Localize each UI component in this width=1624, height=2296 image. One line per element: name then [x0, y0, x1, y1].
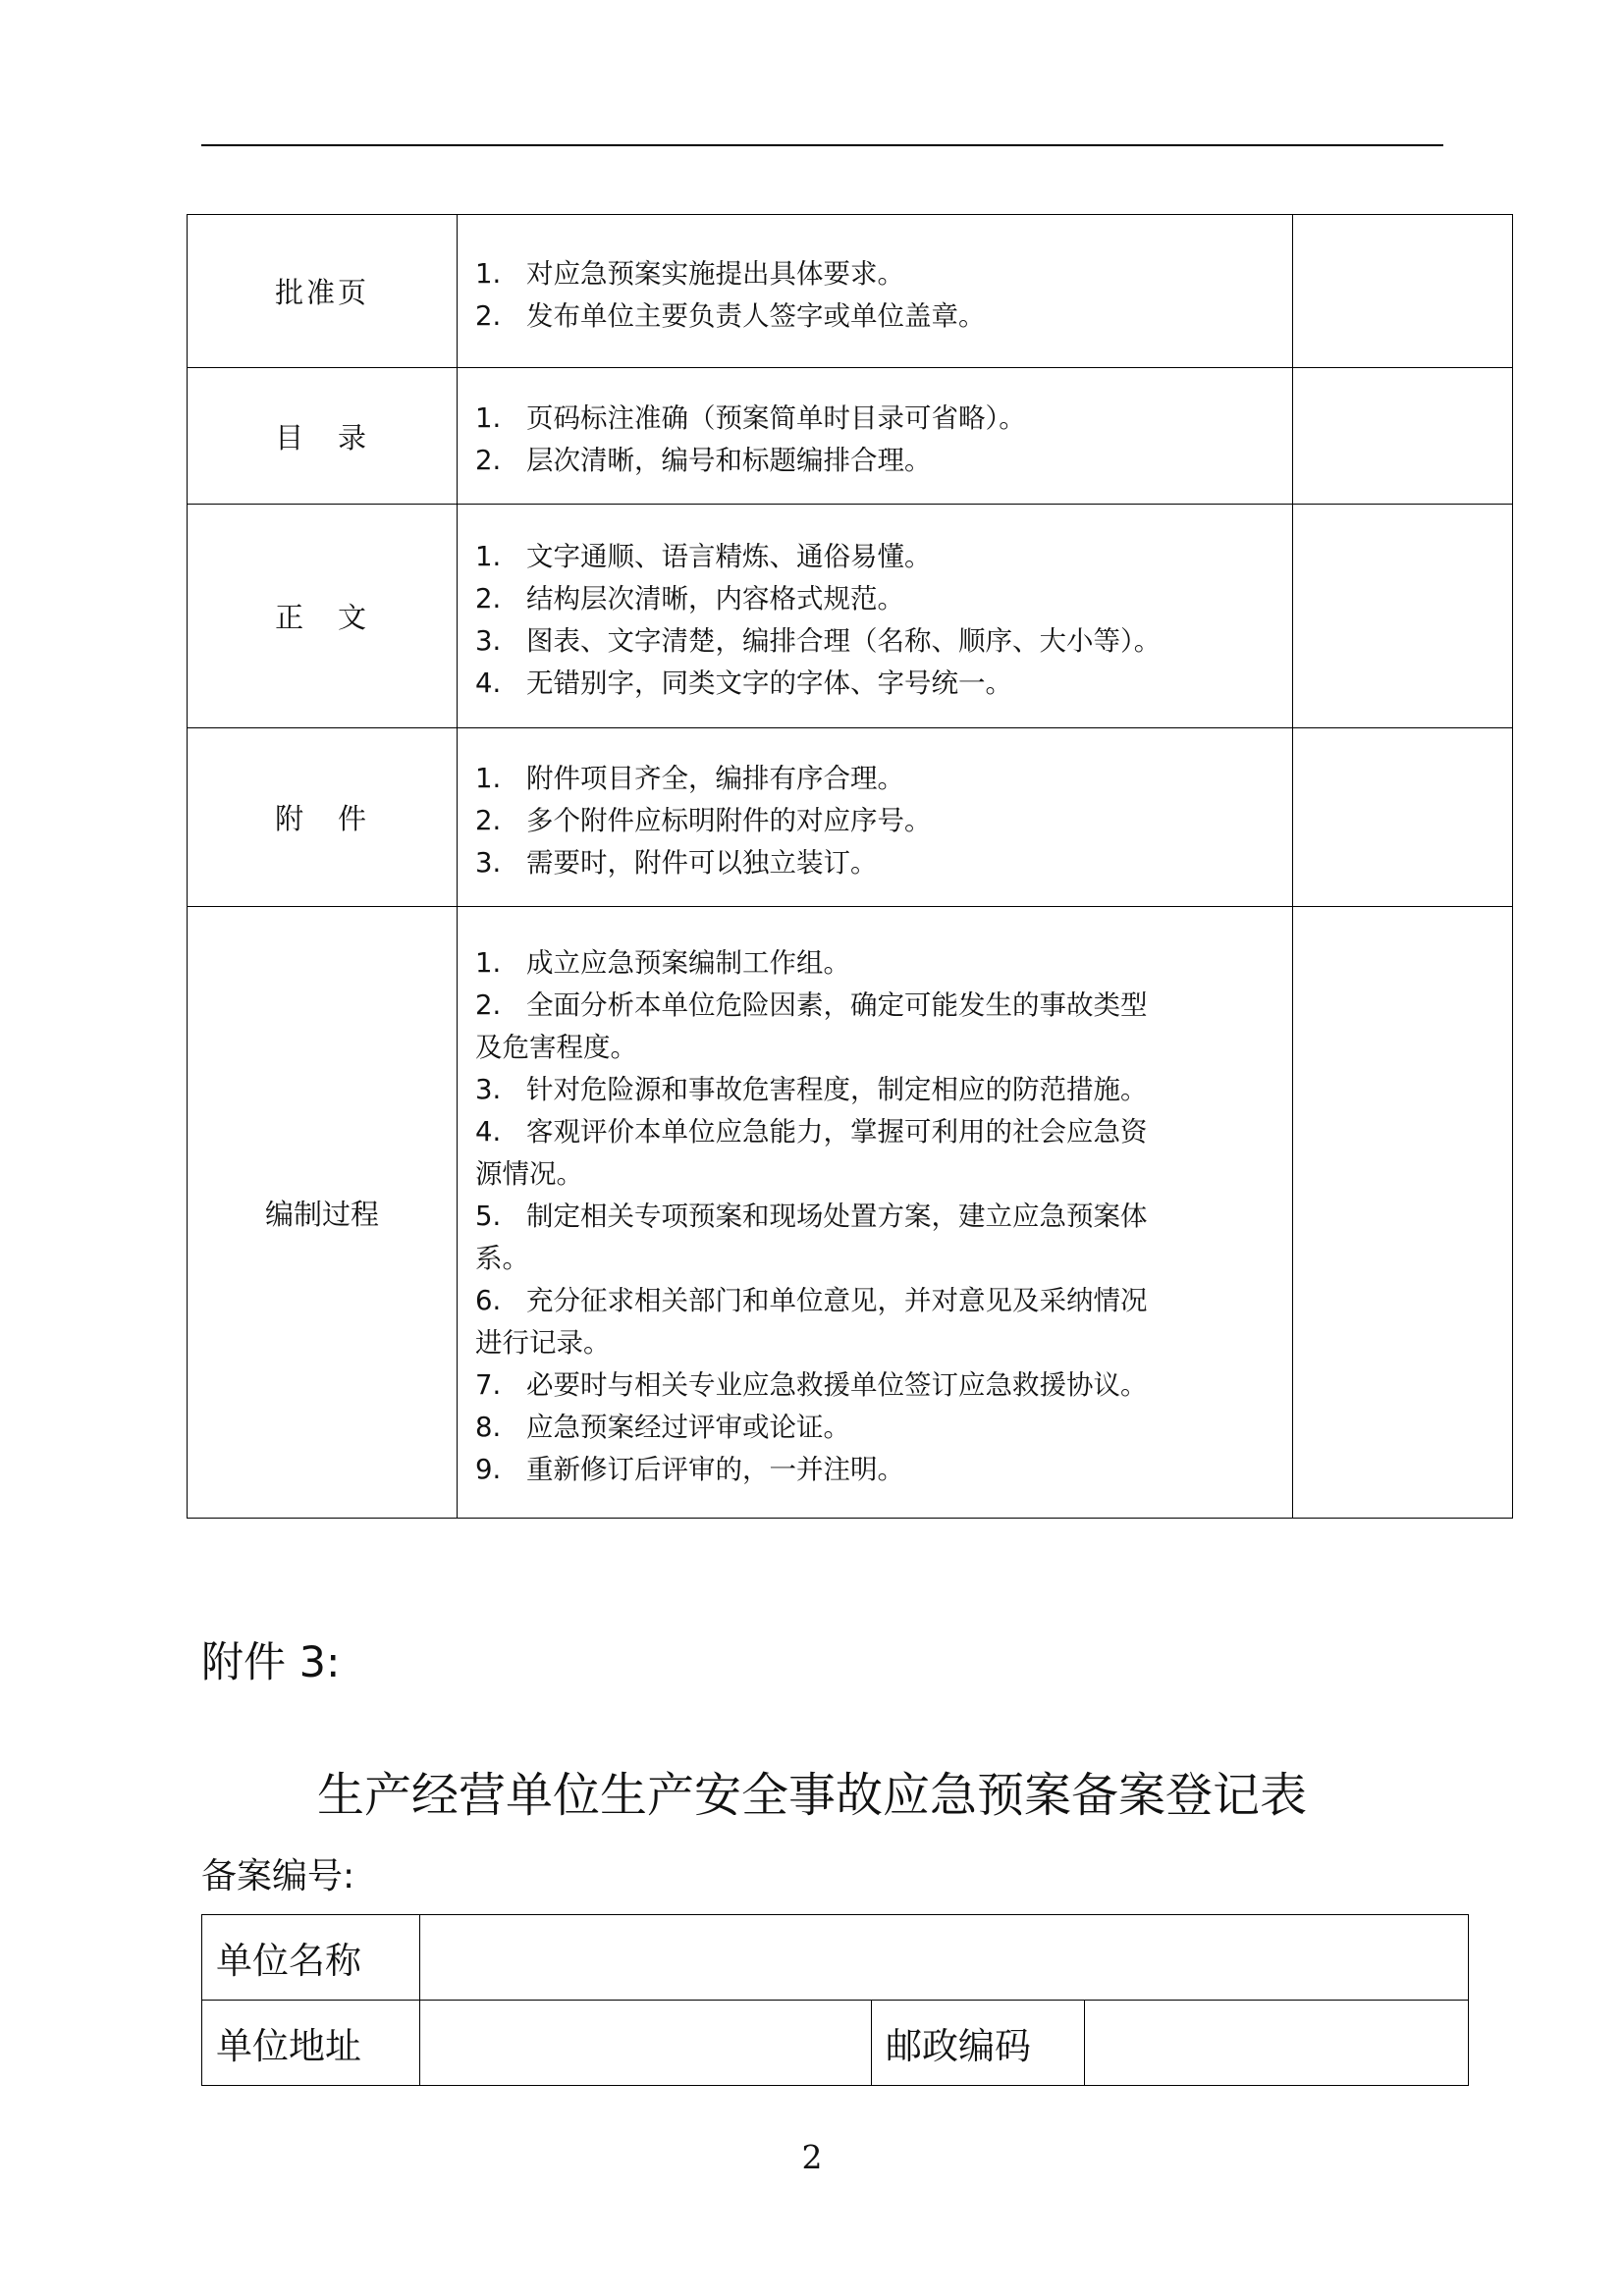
checklist-item-name: 附 件 — [188, 728, 458, 907]
requirement-number: 8. — [475, 1411, 502, 1443]
requirement-number: 4. — [475, 667, 502, 699]
requirement-line — [475, 800, 1278, 842]
requirement-line — [475, 578, 1278, 620]
requirement-line — [475, 842, 1278, 884]
requirement-number: 9. — [475, 1453, 502, 1485]
requirement-text: 需要时，附件可以独立装订。 — [526, 847, 878, 879]
header-rule — [201, 144, 1443, 146]
requirement-number: 6. — [475, 1284, 502, 1316]
requirement-line — [475, 1196, 1278, 1238]
requirement-number: 5. — [475, 1200, 502, 1232]
requirement-text: 必要时与相关专业应急救援单位签订应急救援协议。 — [526, 1368, 1148, 1401]
requirement-line — [475, 1364, 1278, 1407]
registration-table — [201, 1914, 1469, 2086]
requirement-number: 1. — [475, 257, 502, 290]
checklist-result-cell[interactable] — [1293, 907, 1513, 1519]
checklist-item-name: 编制过程 — [188, 907, 458, 1519]
requirement-line — [475, 536, 1278, 578]
requirement-line — [475, 1153, 1278, 1196]
unit-name-field[interactable] — [420, 1915, 1469, 2001]
requirement-text: 源情况。 — [475, 1157, 583, 1190]
checklist-result-cell[interactable] — [1293, 505, 1513, 728]
requirement-text: 全面分析本单位危险因素，确定可能发生的事故类型 — [526, 988, 1148, 1021]
requirement-text: 及危害程度。 — [475, 1031, 637, 1063]
requirement-line — [475, 1111, 1278, 1153]
requirement-line — [475, 295, 1278, 338]
checklist-requirements — [458, 368, 1293, 505]
checklist-requirements — [458, 215, 1293, 368]
requirement-text: 文字通顺、语言精炼、通俗易懂。 — [526, 540, 932, 572]
unit-address-label: 单位地址 — [202, 2001, 420, 2086]
checklist-item-name: 目 录 — [188, 368, 458, 505]
page-number: 2 — [801, 2138, 823, 2176]
requirement-line — [475, 1449, 1278, 1491]
postal-code-field[interactable] — [1085, 2001, 1469, 2086]
requirement-text: 应急预案经过评审或论证。 — [526, 1411, 850, 1443]
requirement-number: 2. — [475, 445, 502, 476]
requirement-line — [475, 620, 1278, 663]
requirement-text: 进行记录。 — [475, 1326, 611, 1359]
requirement-number: 7. — [475, 1368, 502, 1401]
unit-name-label: 单位名称 — [202, 1915, 420, 2001]
requirement-text: 结构层次清晰，内容格式规范。 — [526, 582, 904, 614]
requirement-number: 2. — [475, 988, 502, 1021]
unit-address-row — [202, 2001, 1469, 2086]
unit-name-row — [202, 1915, 1469, 2001]
requirement-line — [475, 985, 1278, 1027]
requirement-line — [475, 1322, 1278, 1364]
requirement-line — [475, 1027, 1278, 1069]
requirement-text: 图表、文字清楚，编排合理（名称、顺序、大小等）。 — [526, 624, 1162, 657]
postal-code-label: 邮政编码 — [872, 2001, 1085, 2086]
requirement-number: 1. — [475, 763, 502, 794]
requirement-number: 1. — [475, 946, 502, 979]
requirement-text: 无错别字，同类文字的字体、字号统一。 — [526, 667, 1012, 699]
checklist-result-cell[interactable] — [1293, 368, 1513, 505]
requirement-text: 页码标注准确（预案简单时目录可省略）。 — [526, 402, 1026, 434]
requirement-line — [475, 398, 1278, 440]
requirement-text: 成立应急预案编制工作组。 — [526, 946, 850, 979]
checklist-result-cell[interactable] — [1293, 215, 1513, 368]
requirement-text: 针对危险源和事故危害程度，制定相应的防范措施。 — [526, 1073, 1148, 1105]
unit-address-field[interactable] — [420, 2001, 872, 2086]
requirement-text: 制定相关专项预案和现场处置方案，建立应急预案体 — [526, 1200, 1148, 1232]
requirement-text: 对应急预案实施提出具体要求。 — [526, 257, 904, 290]
requirement-text: 多个附件应标明附件的对应序号。 — [526, 805, 932, 836]
requirement-line — [475, 1280, 1278, 1322]
requirement-number: 1. — [475, 540, 502, 572]
attachment-label: 附件 3: — [201, 1638, 341, 1687]
checklist-requirements — [458, 505, 1293, 728]
requirement-number: 2. — [475, 805, 502, 836]
requirement-number: 3. — [475, 1073, 502, 1105]
requirement-text: 系。 — [475, 1242, 529, 1274]
filing-number-label: 备案编号: — [201, 1856, 355, 1896]
form-title: 生产经营单位生产安全事故应急预案备案登记表 — [316, 1768, 1307, 1823]
checklist-requirements — [458, 907, 1293, 1519]
requirement-line — [475, 1238, 1278, 1280]
requirement-text: 附件项目齐全，编排有序合理。 — [526, 763, 904, 794]
requirement-number: 1. — [475, 402, 502, 434]
checklist-row — [188, 728, 1513, 907]
requirement-number: 2. — [475, 582, 502, 614]
requirement-text: 重新修订后评审的，一并注明。 — [526, 1453, 904, 1485]
checklist-item-name: 正 文 — [188, 505, 458, 728]
requirement-line — [475, 1407, 1278, 1449]
requirement-text: 客观评价本单位应急能力，掌握可利用的社会应急资 — [526, 1115, 1148, 1148]
requirement-text: 层次清晰，编号和标题编排合理。 — [526, 445, 932, 476]
requirement-number: 3. — [475, 847, 502, 879]
requirement-number: 3. — [475, 624, 502, 657]
requirement-line — [475, 942, 1278, 985]
checklist-row — [188, 368, 1513, 505]
requirement-text: 充分征求相关部门和单位意见，并对意见及采纳情况 — [526, 1284, 1148, 1316]
review-checklist-table — [187, 214, 1513, 1519]
checklist-item-name: 批准页 — [188, 215, 458, 368]
requirement-line — [475, 253, 1278, 295]
requirement-line — [475, 1069, 1278, 1111]
requirement-line — [475, 663, 1278, 705]
requirement-number: 2. — [475, 299, 502, 332]
checklist-result-cell[interactable] — [1293, 728, 1513, 907]
requirement-line — [475, 758, 1278, 800]
checklist-row — [188, 907, 1513, 1519]
requirement-number: 4. — [475, 1115, 502, 1148]
checklist-row — [188, 215, 1513, 368]
checklist-requirements — [458, 728, 1293, 907]
requirement-text: 发布单位主要负责人签字或单位盖章。 — [526, 299, 986, 332]
requirement-line — [475, 440, 1278, 482]
checklist-row — [188, 505, 1513, 728]
